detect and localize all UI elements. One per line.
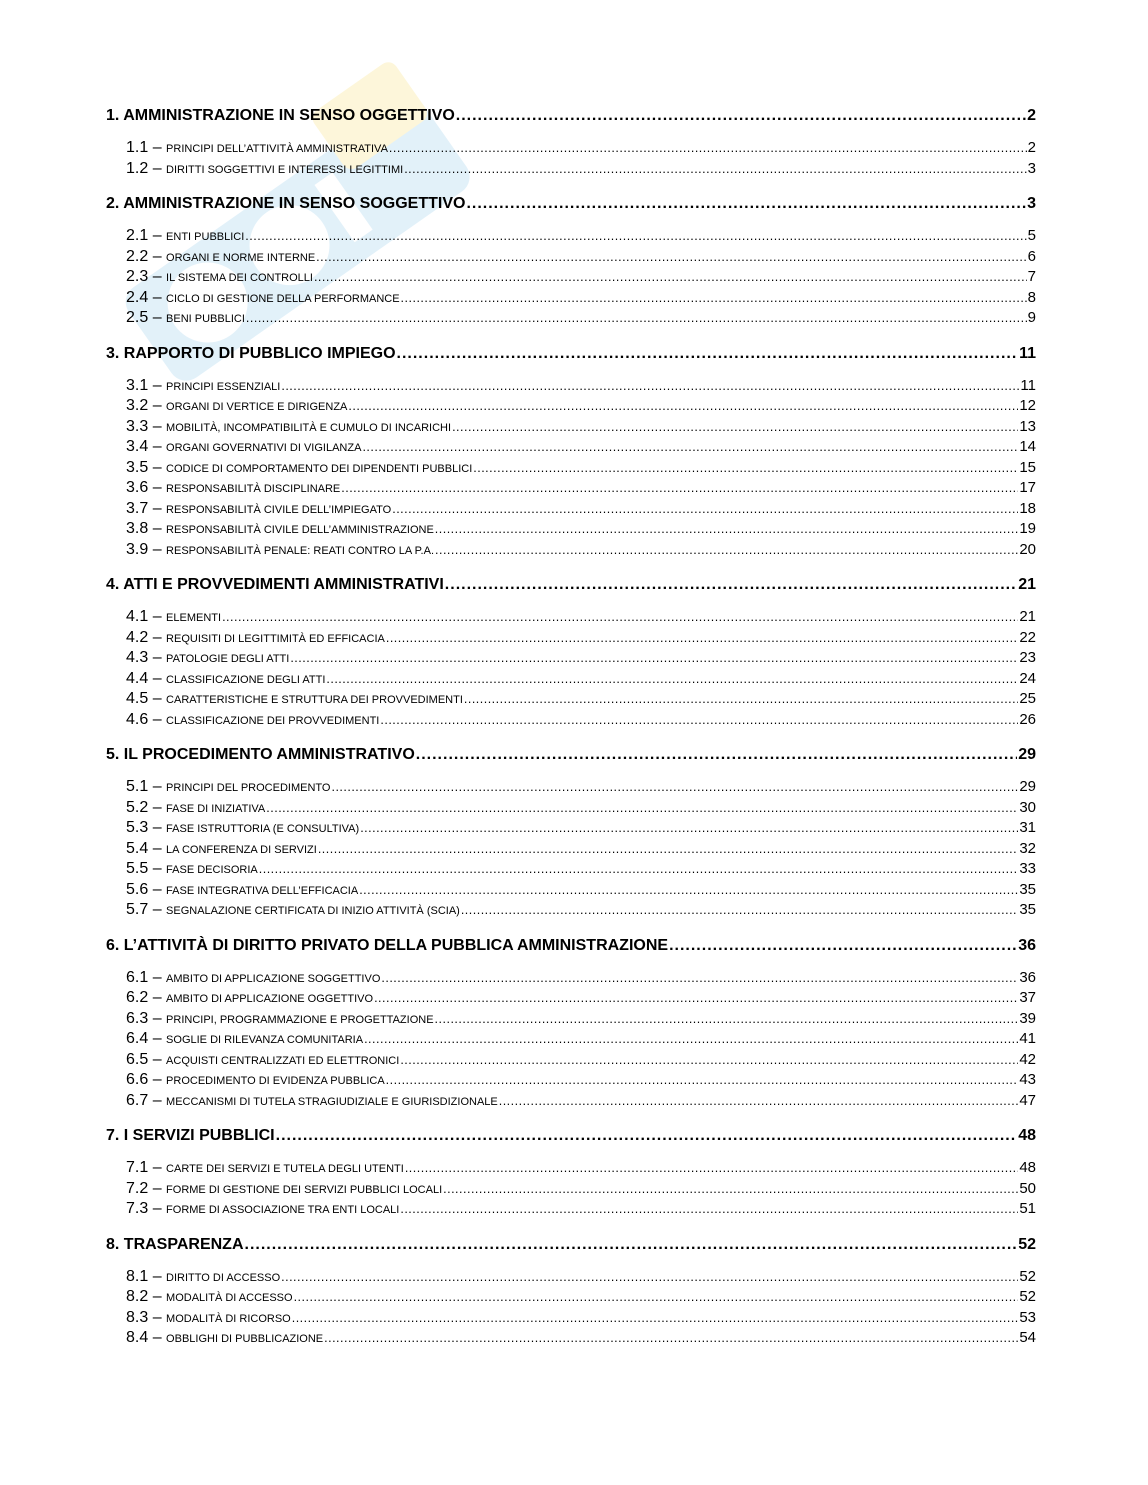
section-title: DIRITTO DI ACCESSO	[166, 1271, 281, 1284]
toc-section[interactable]: 7.3 – FORME DI ASSOCIAZIONE TRA ENTI LOCALI ..... 51	[106, 1199, 1036, 1220]
section-number: 3.4	[126, 438, 149, 455]
section-number: 3.1	[126, 376, 149, 394]
section-number: 5.7	[126, 901, 149, 918]
toc-section[interactable]: 6.1 – AMBITO DI APPLICAZIONE SOGGETTIVO ..... 36	[106, 968, 1036, 989]
section-title: ACQUISTI CENTRALIZZATI ED ELETTRONICI	[166, 1054, 400, 1067]
page-number: 17	[1019, 479, 1036, 496]
leader-dots	[397, 342, 1019, 366]
page-number: 7	[1027, 268, 1036, 285]
page-number: 37	[1019, 989, 1036, 1006]
leader-dots	[401, 288, 1027, 309]
leader-dots	[380, 710, 1018, 731]
section-title: FASE DI INIZIATIVA	[166, 802, 266, 815]
section-title: ENTI PUBBLICI	[166, 231, 245, 243]
section-number: 5.6	[126, 880, 149, 898]
page-number: 31	[1019, 819, 1036, 836]
page-number: 21	[1018, 576, 1036, 593]
toc-section[interactable]: 8.2 – MODALITÀ DI ACCESSO ..... 52	[106, 1287, 1036, 1308]
toc-section[interactable]: 7.1 – CARTE DEI SERVIZI E TUTELA DEGLI UTENTI ..... 48	[106, 1158, 1036, 1179]
toc-section[interactable]: 2.2 – ORGANI E NORME INTERNE ..... 6	[106, 247, 1036, 268]
page-number: 11	[1019, 344, 1036, 362]
toc-section[interactable]: 2.4 – CICLO DI GESTIONE DELLA PERFORMANCE ..... 8	[106, 288, 1036, 309]
leader-dots	[360, 818, 1018, 839]
toc-section[interactable]: 4.4 – CLASSIFICAZIONE DEGLI ATTI ..... 24	[106, 669, 1036, 690]
page-number: 19	[1019, 520, 1036, 537]
section-title: FASE DECISORIA	[166, 864, 258, 876]
section-title: MODALITÀ DI ACCESSO	[166, 1292, 293, 1304]
toc-chapter[interactable]	[106, 342, 1036, 366]
section-title: CLASSIFICAZIONE DEGLI ATTI	[166, 673, 326, 686]
section-title: BENI PUBBLICI	[166, 313, 245, 325]
page-number: 36	[1019, 968, 1036, 986]
leader-dots	[473, 458, 1018, 479]
section-number: 3.6	[126, 479, 149, 496]
section-title: ORGANI GOVERNATIVI DI VIGILANZA	[166, 442, 362, 454]
leader-dots	[245, 1233, 1018, 1257]
leader-dots	[281, 376, 1019, 397]
page-number: 35	[1019, 901, 1036, 918]
toc-chapter[interactable]	[106, 1233, 1036, 1257]
section-number: 3.5	[126, 458, 149, 476]
section-number: 4.2	[126, 628, 149, 646]
page-number: 3	[1027, 159, 1036, 177]
section-number: 6.5	[126, 1050, 149, 1068]
section-title: SOGLIE DI RILEVANZA COMUNITARIA	[166, 1034, 364, 1046]
page-number: 21	[1019, 608, 1036, 625]
section-number: 8.1	[126, 1267, 149, 1285]
page-number: 41	[1019, 1030, 1036, 1047]
section-title: DIRITTI SOGGETTIVI E INTERESSI LEGITTIMI	[166, 163, 404, 176]
section-title: SEGNALAZIONE CERTIFICATA DI INIZIO ATTIVITÀ (SCIA)	[166, 905, 460, 917]
leader-dots	[316, 247, 1026, 268]
toc-section[interactable]: 5.1 – PRINCIPI DEL PROCEDIMENTO ..... 29	[106, 777, 1036, 798]
page-number: 52	[1019, 1288, 1036, 1305]
toc-section[interactable]: 6.6 – PROCEDIMENTO DI EVIDENZA PUBBLICA ..... 43	[106, 1070, 1036, 1091]
section-number: 7.1	[126, 1159, 149, 1176]
toc-section[interactable]: 5.5 – FASE DECISORIA ..... 33	[106, 859, 1036, 880]
leader-dots	[389, 138, 1027, 159]
leader-dots	[435, 540, 1018, 561]
toc-section[interactable]: 6.3 – PRINCIPI, PROGRAMMAZIONE E PROGETTAZIONE ..... 39	[106, 1009, 1036, 1030]
leader-dots	[292, 1308, 1019, 1329]
section-title: CLASSIFICAZIONE DEI PROVVEDIMENTI	[166, 714, 380, 727]
leader-dots	[326, 669, 1018, 690]
section-title: FORME DI ASSOCIAZIONE TRA ENTI LOCALI	[166, 1204, 400, 1216]
section-number: 8.2	[126, 1288, 149, 1305]
toc-chapter[interactable]	[106, 934, 1036, 958]
section-title: PATOLOGIE DEGLI ATTI	[166, 653, 290, 665]
section-number: 8.4	[126, 1329, 149, 1346]
leader-dots	[416, 743, 1017, 767]
leader-dots	[364, 1029, 1018, 1050]
leader-dots	[359, 880, 1018, 901]
page-number: 13	[1019, 417, 1036, 435]
section-number: 5.2	[126, 798, 149, 816]
page-number: 8	[1027, 288, 1036, 306]
section-title: CARTE DEI SERVIZI E TUTELA DEGLI UTENTI	[166, 1163, 404, 1175]
toc-section[interactable]: 5.4 – LA CONFERENZA DI SERVIZI ..... 32	[106, 839, 1036, 860]
leader-dots	[245, 226, 1026, 247]
toc-section[interactable]: 6.4 – SOGLIE DI RILEVANZA COMUNITARIA ..... 41	[106, 1029, 1036, 1050]
leader-dots	[452, 417, 1018, 438]
section-number: 5.5	[126, 860, 149, 877]
page-number: 6	[1027, 247, 1036, 265]
page-number: 52	[1019, 1267, 1036, 1285]
leader-dots	[466, 192, 1026, 216]
table-of-contents	[106, 104, 1036, 1362]
section-title: AMBITO DI APPLICAZIONE OGGETTIVO	[166, 993, 374, 1005]
toc-section[interactable]: 1.1 – PRINCIPI DELL’ATTIVITÀ AMMINISTRATIVA ..... 2	[106, 138, 1036, 159]
toc-section[interactable]: 3.4 – ORGANI GOVERNATIVI DI VIGILANZA ..... 14	[106, 437, 1036, 458]
leader-dots	[341, 478, 1018, 499]
section-title: OBBLIGHI DI PUBBLICAZIONE	[166, 1333, 324, 1345]
toc-section[interactable]: 3.2 – ORGANI DI VERTICE E DIRIGENZA ..... 12	[106, 396, 1036, 417]
section-title: ORGANI DI VERTICE E DIRIGENZA	[166, 401, 348, 413]
leader-dots	[400, 1199, 1018, 1220]
page-number: 2	[1027, 107, 1036, 124]
toc-section[interactable]: 6.7 – MECCANISMI DI TUTELA STRAGIUDIZIALE E GIURISDIZIONALE ..... 47	[106, 1091, 1036, 1112]
leader-dots	[461, 900, 1018, 921]
toc-section[interactable]: 2.1 – ENTI PUBBLICI ..... 5	[106, 226, 1036, 247]
leader-dots	[456, 104, 1026, 128]
section-title: MECCANISMI DI TUTELA STRAGIUDIZIALE E GIURISDIZIONALE	[166, 1095, 498, 1108]
section-number: 2.2	[126, 247, 149, 265]
page-number: 36	[1018, 936, 1036, 954]
toc-chapter[interactable]	[106, 104, 1036, 128]
section-number: 2.5	[126, 309, 149, 326]
chapter-title: 1. AMMINISTRAZIONE IN SENSO OGGETTIVO	[106, 107, 455, 124]
section-number: 6.7	[126, 1091, 149, 1109]
page-number: 48	[1018, 1127, 1036, 1144]
section-title: PROCEDIMENTO DI EVIDENZA PUBBLICA	[166, 1075, 385, 1087]
page-number: 39	[1019, 1009, 1036, 1027]
page-number: 48	[1019, 1159, 1036, 1176]
page-number: 47	[1019, 1091, 1036, 1109]
toc-section[interactable]: 5.3 – FASE ISTRUTTORIA (E CONSULTIVA) ..... 31	[106, 818, 1036, 839]
section-title: CODICE DI COMPORTAMENTO DEI DIPENDENTI PUBBLICI	[166, 462, 473, 475]
toc-section[interactable]: 3.9 – RESPONSABILITÀ PENALE: REATI CONTRO LA P.A. ..... 20	[106, 540, 1036, 561]
leader-dots	[669, 934, 1017, 958]
section-number: 2.3	[126, 268, 149, 285]
section-number: 6.4	[126, 1030, 149, 1047]
page-number: 23	[1019, 649, 1036, 666]
section-number: 5.4	[126, 839, 149, 857]
leader-dots	[331, 777, 1018, 798]
section-title: PRINCIPI ESSENZIALI	[166, 380, 281, 393]
section-number: 2.4	[126, 288, 149, 306]
section-title: IL SISTEMA DEI CONTROLLI	[166, 272, 313, 284]
toc-section[interactable]: 3.5 – CODICE DI COMPORTAMENTO DEI DIPENDENTI PUBBLICI ..... 15	[106, 458, 1036, 479]
chapter-title: 2. AMMINISTRAZIONE IN SENSO SOGGETTIVO	[106, 195, 466, 212]
page-number: 20	[1019, 540, 1036, 558]
page-number: 29	[1019, 778, 1036, 795]
section-title: RESPONSABILITÀ CIVILE DELL’IMPIEGATO	[166, 503, 392, 516]
leader-dots	[445, 573, 1017, 597]
chapter-title: 6. L’ATTIVITÀ DI DIRITTO PRIVATO DELLA PUBBLICA AMMINISTRAZIONE	[106, 936, 669, 954]
section-number: 3.9	[126, 540, 149, 558]
leader-dots	[276, 1124, 1018, 1148]
page-number: 29	[1018, 746, 1036, 763]
section-number: 4.5	[126, 690, 149, 707]
section-number: 4.1	[126, 608, 149, 625]
toc-chapter[interactable]	[106, 192, 1036, 216]
page-number: 54	[1019, 1329, 1036, 1346]
page-number: 51	[1019, 1200, 1036, 1217]
leader-dots	[464, 689, 1018, 710]
section-number: 5.3	[126, 819, 149, 836]
toc-section[interactable]: 6.5 – ACQUISTI CENTRALIZZATI ED ELETTRONICI ..... 42	[106, 1050, 1036, 1071]
page-number: 42	[1019, 1050, 1036, 1068]
page-number: 22	[1019, 628, 1036, 646]
leader-dots	[348, 396, 1018, 417]
toc-section[interactable]: 5.2 – FASE DI INIZIATIVA ..... 30	[106, 798, 1036, 819]
leader-dots	[246, 308, 1027, 329]
leader-dots	[294, 1287, 1019, 1308]
leader-dots	[314, 267, 1027, 288]
leader-dots	[499, 1091, 1019, 1112]
page-number: 26	[1019, 710, 1036, 728]
page-number: 52	[1018, 1235, 1036, 1253]
section-number: 4.4	[126, 669, 149, 687]
section-title: LA CONFERENZA DI SERVIZI	[166, 843, 317, 856]
toc-section[interactable]: 1.2 – DIRITTI SOGGETTIVI E INTERESSI LEGITTIMI ..... 3	[106, 159, 1036, 180]
leader-dots	[222, 607, 1018, 628]
leader-dots	[381, 968, 1018, 989]
toc-section[interactable]: 2.3 – IL SISTEMA DEI CONTROLLI ..... 7	[106, 267, 1036, 288]
toc-section[interactable]: 7.2 – FORME DI GESTIONE DEI SERVIZI PUBBLICI LOCALI ..... 50	[106, 1179, 1036, 1200]
toc-section[interactable]: 5.6 – FASE INTEGRATIVA DELL’EFFICACIA ..... 35	[106, 880, 1036, 901]
section-number: 4.6	[126, 710, 149, 728]
toc-section[interactable]: 5.7 – SEGNALAZIONE CERTIFICATA DI INIZIO ATTIVITÀ (SCIA) ..... 35	[106, 900, 1036, 921]
section-number: 3.7	[126, 499, 149, 517]
page-number: 14	[1019, 438, 1036, 455]
page-number: 5	[1027, 227, 1036, 244]
section-title: MOBILITÀ, INCOMPATIBILITÀ E CUMULO DI INCARICHI	[166, 421, 452, 434]
section-title: PRINCIPI, PROGRAMMAZIONE E PROGETTAZIONE	[166, 1013, 434, 1026]
section-number: 6.3	[126, 1009, 149, 1027]
leader-dots	[290, 648, 1018, 669]
page-number: 11	[1020, 376, 1036, 394]
toc-section[interactable]: 3.6 – RESPONSABILITÀ DISCIPLINARE ..... 17	[106, 478, 1036, 499]
section-title: PRINCIPI DEL PROCEDIMENTO	[166, 782, 331, 794]
chapter-title: 5. IL PROCEDIMENTO AMMINISTRATIVO	[106, 746, 415, 763]
toc-section[interactable]: 4.1 – ELEMENTI ..... 21	[106, 607, 1036, 628]
section-title: RESPONSABILITÀ CIVILE DELL’AMMINISTRAZIONE	[166, 524, 434, 536]
page-number: 15	[1019, 458, 1036, 476]
leader-dots	[435, 1009, 1019, 1030]
section-number: 6.6	[126, 1071, 149, 1088]
section-number: 7.3	[126, 1200, 149, 1217]
section-number: 3.2	[126, 397, 149, 414]
page-number: 25	[1019, 690, 1036, 707]
chapter-title: 3. RAPPORTO DI PUBBLICO IMPIEGO	[106, 344, 396, 362]
chapter-title: 7. I SERVIZI PUBBLICI	[106, 1127, 275, 1144]
section-number: 2.1	[126, 227, 149, 244]
section-title: ELEMENTI	[166, 612, 222, 624]
toc-section[interactable]: 4.3 – PATOLOGIE DEGLI ATTI ..... 23	[106, 648, 1036, 669]
toc-section[interactable]: 8.3 – MODALITÀ DI RICORSO ..... 53	[106, 1308, 1036, 1329]
toc-section[interactable]: 3.8 – RESPONSABILITÀ CIVILE DELL’AMMINISTRAZIONE ..... 19	[106, 519, 1036, 540]
leader-dots	[386, 1070, 1019, 1091]
toc-section[interactable]: 3.7 – RESPONSABILITÀ CIVILE DELL’IMPIEGATO ..... 18	[106, 499, 1036, 520]
page-number: 33	[1019, 860, 1036, 877]
section-number: 6.2	[126, 989, 149, 1006]
leader-dots	[259, 859, 1019, 880]
page-number: 53	[1019, 1308, 1036, 1326]
page-number: 30	[1019, 798, 1036, 816]
leader-dots	[266, 798, 1018, 819]
leader-dots	[435, 519, 1019, 540]
toc-section[interactable]: 4.6 – CLASSIFICAZIONE DEI PROVVEDIMENTI ..... 26	[106, 710, 1036, 731]
toc-section[interactable]: 8.1 – DIRITTO DI ACCESSO ..... 52	[106, 1267, 1036, 1288]
section-title: RESPONSABILITÀ DISCIPLINARE	[166, 483, 341, 495]
chapter-title: 4. ATTI E PROVVEDIMENTI AMMINISTRATIVI	[106, 576, 444, 593]
section-number: 3.3	[126, 417, 149, 435]
leader-dots	[405, 1158, 1018, 1179]
page-number: 3	[1027, 195, 1036, 212]
page-number: 2	[1027, 139, 1036, 156]
leader-dots	[400, 1050, 1018, 1071]
section-number: 1.1	[126, 139, 149, 156]
page-number: 12	[1019, 397, 1036, 414]
section-title: MODALITÀ DI RICORSO	[166, 1312, 291, 1325]
toc-section[interactable]: 8.4 – OBBLIGHI DI PUBBLICAZIONE ..... 54	[106, 1328, 1036, 1349]
leader-dots	[404, 159, 1026, 180]
section-title: CICLO DI GESTIONE DELLA PERFORMANCE	[166, 292, 400, 305]
leader-dots	[443, 1179, 1018, 1200]
toc-section[interactable]: 3.1 – PRINCIPI ESSENZIALI ..... 11	[106, 376, 1036, 397]
section-title: REQUISITI DI LEGITTIMITÀ ED EFFICACIA	[166, 632, 385, 645]
toc-section[interactable]: 6.2 – AMBITO DI APPLICAZIONE OGGETTIVO ..... 37	[106, 988, 1036, 1009]
section-number: 1.2	[126, 159, 149, 177]
section-title: ORGANI E NORME INTERNE	[166, 251, 316, 264]
section-title: AMBITO DI APPLICAZIONE SOGGETTIVO	[166, 972, 381, 985]
page-number: 9	[1027, 309, 1036, 326]
section-number: 6.1	[126, 968, 149, 986]
leader-dots	[392, 499, 1018, 520]
leader-dots	[324, 1328, 1018, 1349]
leader-dots	[362, 437, 1018, 458]
page-number: 18	[1019, 499, 1036, 517]
toc-section[interactable]: 4.2 – REQUISITI DI LEGITTIMITÀ ED EFFICACIA ..... 22	[106, 628, 1036, 649]
page-number: 43	[1019, 1071, 1036, 1088]
toc-chapter[interactable]	[106, 1124, 1036, 1148]
toc-section[interactable]: 4.5 – CARATTERISTICHE E STRUTTURA DEI PROVVEDIMENTI ..... 25	[106, 689, 1036, 710]
section-title: FASE INTEGRATIVA DELL’EFFICACIA	[166, 884, 359, 897]
section-title: RESPONSABILITÀ PENALE: REATI CONTRO LA P.A.	[166, 544, 434, 557]
leader-dots	[281, 1267, 1018, 1288]
section-number: 4.3	[126, 649, 149, 666]
section-title: PRINCIPI DELL’ATTIVITÀ AMMINISTRATIVA	[166, 143, 388, 155]
page-number: 35	[1019, 880, 1036, 898]
section-number: 5.1	[126, 778, 149, 795]
section-number: 8.3	[126, 1308, 149, 1326]
toc-section[interactable]: 2.5 – BENI PUBBLICI ..... 9	[106, 308, 1036, 329]
section-title: FORME DI GESTIONE DEI SERVIZI PUBBLICI LOCALI	[166, 1183, 443, 1196]
page-number: 24	[1019, 669, 1036, 687]
chapter-title: 8. TRASPARENZA	[106, 1235, 244, 1253]
page-number: 50	[1019, 1179, 1036, 1197]
section-title: FASE ISTRUTTORIA (E CONSULTIVA)	[166, 823, 360, 835]
leader-dots	[374, 988, 1018, 1009]
section-title: CARATTERISTICHE E STRUTTURA DEI PROVVEDIMENTI	[166, 694, 463, 706]
leader-dots	[318, 839, 1018, 860]
toc-chapter[interactable]	[106, 573, 1036, 597]
page-number: 32	[1019, 839, 1036, 857]
toc-section[interactable]: 3.3 – MOBILITÀ, INCOMPATIBILITÀ E CUMULO DI INCARICHI ..... 13	[106, 417, 1036, 438]
toc-chapter[interactable]	[106, 743, 1036, 767]
section-number: 3.8	[126, 520, 149, 537]
leader-dots	[386, 628, 1018, 649]
section-number: 7.2	[126, 1179, 149, 1197]
